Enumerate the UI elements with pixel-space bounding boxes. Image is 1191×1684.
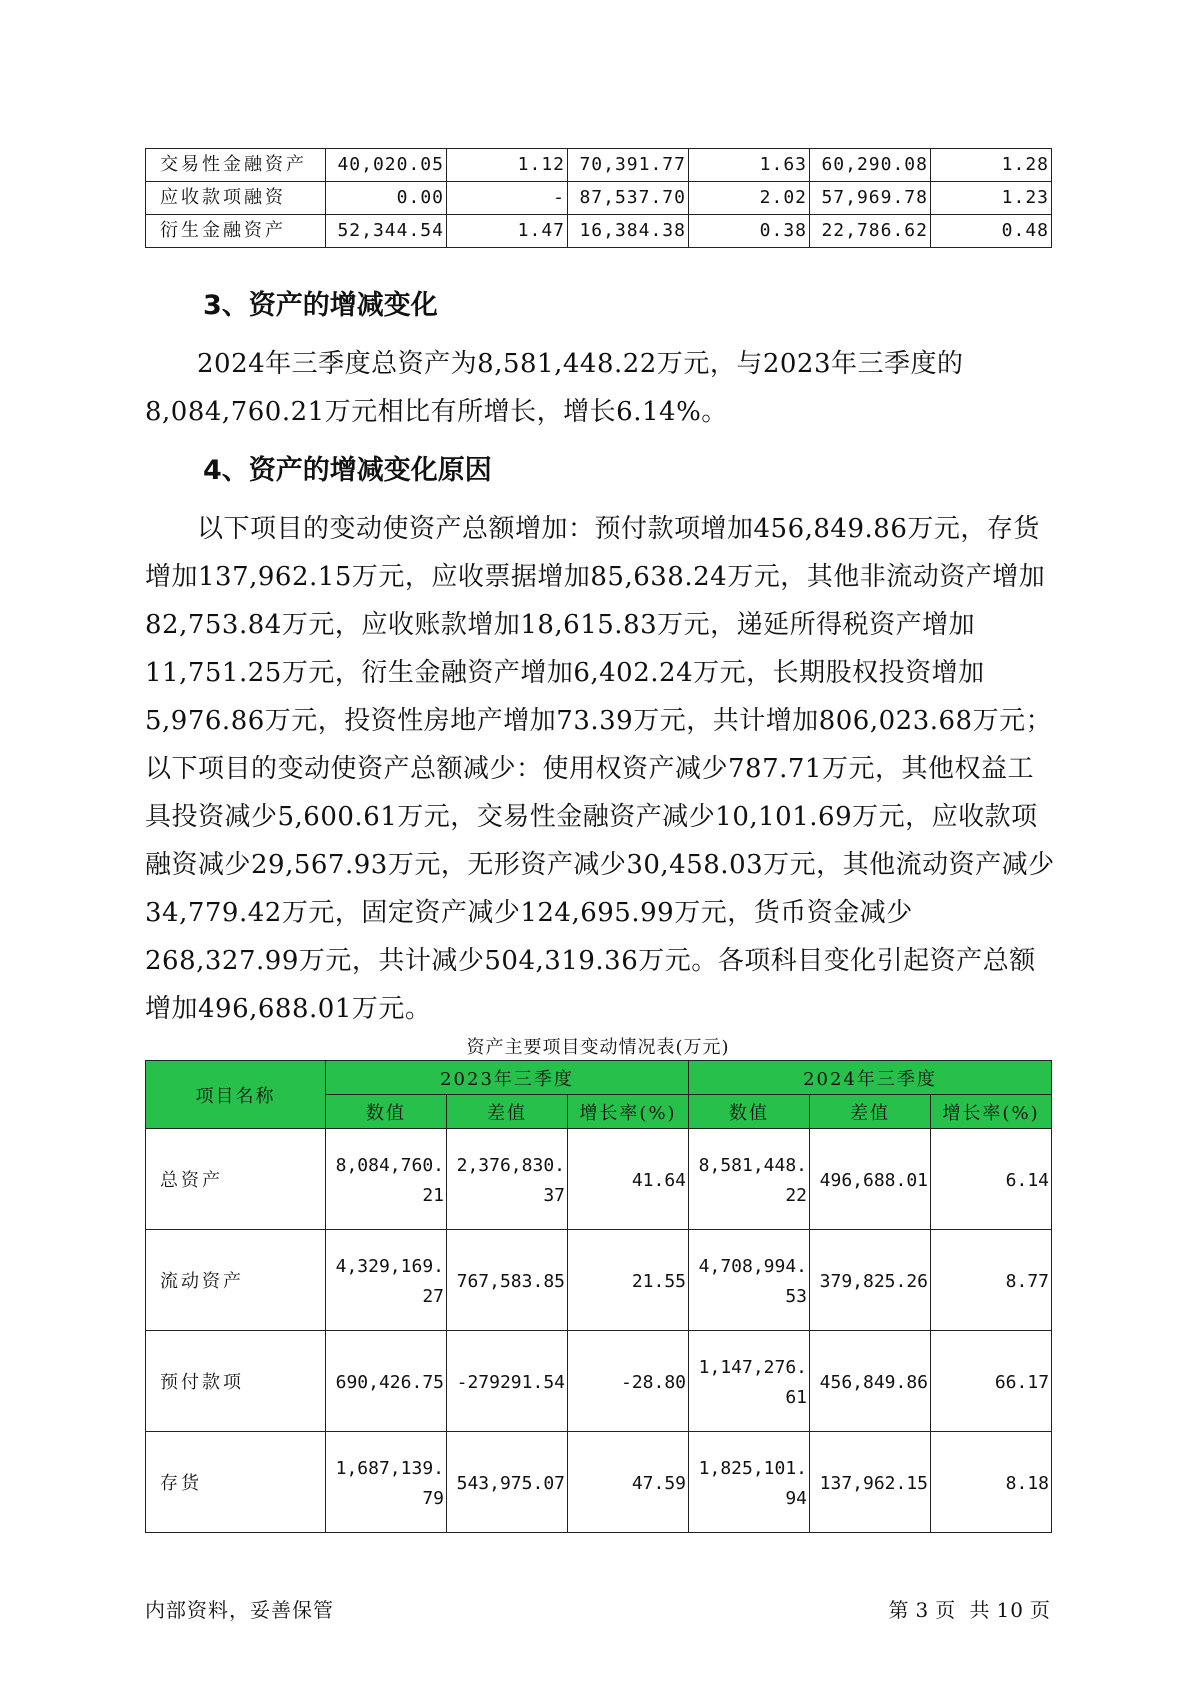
paragraph-text: 以下项目的变动使资产总额增加：预付款项增加456,849.86万元，存货增加137,962.15万元，应收票据增加85,638.24万元，其他非流动资产增加82,753.84万元，应收账款增加18,615.83万元，递延所得税资产增加11,751.25万元，衍生金融资产增加6,402.24万元，长期股权投资增加5,976.86万元，投资性房地产增加73.39万元，共计增加806,023.68万元；以下项目的变动使资产总额减少：使用权资产减少787.71万元，其他权益工具投资减少5,600.61万元，交易性金融资产减少10,101.69万元，应收款项融资减少29,567.93万元，无形资产减少30,458.03万元，其他流动资产减少34,779.42万元，固定资产减少124,695.99万元，货币资金减少268,327.99万元，共计减少504,319.36万元。各项科目变化引起资产总额增加496,688.01万元。 <box>145 514 1055 1024</box>
row-label: 存货 <box>146 1432 326 1533</box>
cell: 21.55 <box>568 1230 689 1331</box>
col-header-2023: 2023年三季度 <box>326 1061 689 1095</box>
cell: 1,147,276.61 <box>689 1331 810 1432</box>
cell: 1.47 <box>447 215 568 248</box>
cell: 8,581,448.22 <box>689 1129 810 1230</box>
cell: 66.17 <box>931 1331 1052 1432</box>
row-label: 应收款项融资 <box>146 182 326 215</box>
table-row <box>146 1129 1052 1230</box>
row-label: 预付款项 <box>146 1331 326 1432</box>
cell: - <box>447 182 568 215</box>
table-row <box>146 149 1052 182</box>
page-current: 3 <box>915 1598 930 1622</box>
table-caption: 资产主要项目变动情况表(万元) <box>466 1037 730 1058</box>
col-header-item: 项目名称 <box>146 1061 326 1129</box>
cell: 16,384.38 <box>568 215 689 248</box>
page-mid: 页 <box>935 1598 957 1622</box>
cell: 41.64 <box>568 1129 689 1230</box>
table-row <box>146 1432 1052 1533</box>
cell: 767,583.85 <box>447 1230 568 1331</box>
col-header-value: 数值 <box>326 1095 447 1129</box>
cell: 690,426.75 <box>326 1331 447 1432</box>
cell: 379,825.26 <box>810 1230 931 1331</box>
cell: 1,825,101.94 <box>689 1432 810 1533</box>
section-heading: 4、资产的增减变化原因 <box>203 455 492 486</box>
row-label: 交易性金融资产 <box>146 149 326 182</box>
cell: 543,975.07 <box>447 1432 568 1533</box>
cell: 2,376,830.37 <box>447 1129 568 1230</box>
cell: 52,344.54 <box>326 215 447 248</box>
cell: 87,537.70 <box>568 182 689 215</box>
section-heading: 3、资产的增减变化 <box>203 290 438 321</box>
section-paragraph <box>145 340 1055 436</box>
footer-confidential-note: 内部资料，妥善保管 <box>145 1598 334 1622</box>
cell: 8.77 <box>931 1230 1052 1331</box>
col-header-value: 数值 <box>689 1095 810 1129</box>
col-header-diff: 差值 <box>447 1095 568 1129</box>
cell: 8.18 <box>931 1432 1052 1533</box>
cell: 1.12 <box>447 149 568 182</box>
total-prefix: 共 <box>969 1598 991 1622</box>
cell: 6.14 <box>931 1129 1052 1230</box>
col-header-rate: 增长率(%) <box>568 1095 689 1129</box>
cell: -28.80 <box>568 1331 689 1432</box>
table-row <box>146 215 1052 248</box>
row-label: 总资产 <box>146 1129 326 1230</box>
table-row <box>146 1331 1052 1432</box>
cell: 1,687,139.79 <box>326 1432 447 1533</box>
cell: 4,329,169.27 <box>326 1230 447 1331</box>
cell: 2.02 <box>689 182 810 215</box>
cell: 57,969.78 <box>810 182 931 215</box>
table-row <box>146 182 1052 215</box>
cell: 1.28 <box>931 149 1052 182</box>
page-indicator <box>882 1594 1051 1623</box>
cell: 40,020.05 <box>326 149 447 182</box>
cell: 456,849.86 <box>810 1331 931 1432</box>
row-label: 衍生金融资产 <box>146 215 326 248</box>
cell: 1.23 <box>931 182 1052 215</box>
cell: 0.48 <box>931 215 1052 248</box>
cell: 47.59 <box>568 1432 689 1533</box>
cell: 60,290.08 <box>810 149 931 182</box>
asset-change-table <box>145 1060 1052 1533</box>
col-header-rate: 增长率(%) <box>931 1095 1052 1129</box>
col-header-2024: 2024年三季度 <box>689 1061 1052 1095</box>
cell: 8,084,760.21 <box>326 1129 447 1230</box>
cell: -279291.54 <box>447 1331 568 1432</box>
row-label: 流动资产 <box>146 1230 326 1331</box>
col-header-diff: 差值 <box>810 1095 931 1129</box>
cell: 137,962.15 <box>810 1432 931 1533</box>
page-suffix: 页 <box>1030 1598 1051 1622</box>
cell: 0.00 <box>326 182 447 215</box>
cell: 496,688.01 <box>810 1129 931 1230</box>
cell: 4,708,994.53 <box>689 1230 810 1331</box>
cell: 70,391.77 <box>568 149 689 182</box>
cell: 0.38 <box>689 215 810 248</box>
top-asset-table <box>145 148 1052 248</box>
page-prefix: 第 <box>888 1598 910 1622</box>
header-row <box>146 1061 1052 1095</box>
paragraph-text: 2024年三季度总资产为8,581,448.22万元，与2023年三季度的8,084,760.21万元相比有所增长，增长6.14%。 <box>145 349 964 427</box>
cell: 1.63 <box>689 149 810 182</box>
table-row <box>146 1230 1052 1331</box>
section-paragraph <box>145 505 1055 1033</box>
cell: 22,786.62 <box>810 215 931 248</box>
page-total: 10 <box>996 1598 1024 1622</box>
